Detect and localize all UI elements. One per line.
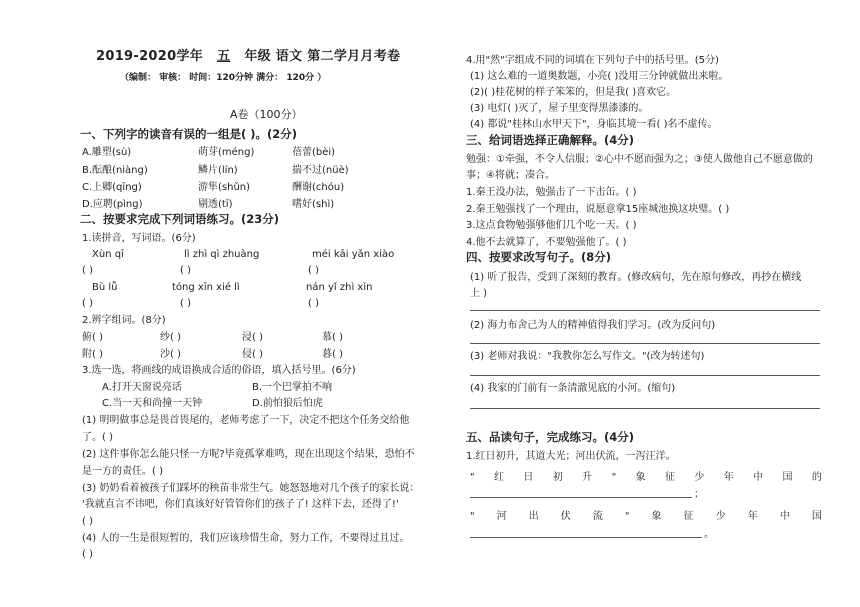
ran-sentence: (3) 电灯( )灭了，屋子里变得黑漆漆的。: [470, 103, 649, 114]
spread-char: 流: [592, 511, 603, 522]
spread-char: 河: [496, 511, 507, 522]
pinyin: nán yǐ zhì xìn: [306, 282, 373, 293]
s1-option: 游隼(shǔn): [198, 182, 251, 193]
section-1-heading: 一、下列字的读音有误的一组是( )。(2分): [80, 127, 298, 141]
spread-line-1: [470, 471, 822, 484]
spread-char: 象: [651, 511, 662, 522]
answer-line[interactable]: [470, 497, 692, 498]
passage-line: ( ): [82, 516, 93, 527]
spread-char: 的: [811, 472, 822, 483]
answer-blank[interactable]: ( ): [82, 265, 93, 276]
line-end-mark: 。: [704, 529, 714, 540]
rewrite-task: (2) 海力布舍己为人的精神值得我们学习。(改为反问句): [470, 320, 716, 331]
s1-option: 酬谢(chóu): [292, 182, 345, 193]
line-end-mark: ；: [694, 489, 704, 500]
definition-line: 勉强：①牵强，不令人信服；②心中不愿而强为之；③使人做他自己不愿意做的: [466, 154, 813, 165]
spread-char: ": [470, 511, 475, 522]
section-4-heading: 四、按要求改写句子。(8分): [466, 250, 612, 264]
definition-question: 1.秦王没办法，勉强击了一下击缶。( ): [466, 187, 637, 198]
title-year: 2019-2020学年: [96, 49, 204, 64]
s2-q4: 4.用"然"字组成不同的词填在下列句子中的括号里。(5分): [466, 55, 719, 66]
passage-line: 了。( ): [82, 432, 113, 443]
answer-blank[interactable]: ( ): [308, 265, 319, 276]
pinyin: Xùn qī: [92, 249, 124, 260]
s5-q1: 1.红日初升，其道大光；河出伏流，一泻汪洋。: [466, 451, 676, 462]
s1-option: 鳞片(lín): [198, 165, 238, 176]
s1-option: 萌芽(méng): [198, 147, 255, 158]
bian-item: 浸( ): [242, 332, 263, 343]
answer-line[interactable]: [470, 375, 820, 376]
answer-line[interactable]: [470, 408, 820, 409]
s1-option: A.雕塑(sù): [82, 147, 132, 158]
spread-char: ": [611, 472, 617, 483]
bian-item: 侵( ): [242, 349, 263, 360]
spread-char: 年: [723, 472, 734, 483]
exam-title: [96, 50, 400, 63]
s1-option: 嗜好(shì): [292, 199, 335, 210]
definition-line: 事；④将就；凑合。: [466, 170, 555, 181]
s2-q3: 3.选一选，将画线的成语换成合适的俗语，填入括号里。(6分): [82, 365, 356, 376]
answer-line[interactable]: [470, 310, 820, 311]
answer-blank[interactable]: ( ): [180, 298, 191, 309]
volume-label: A卷（100分）: [230, 108, 303, 121]
spread-char: 国: [782, 472, 793, 483]
rewrite-task: (3) 老师对我说："我教你怎么写作文。"(改为转述句): [470, 351, 705, 362]
spread-char: 少: [715, 511, 726, 522]
passage-line: (1) 明明做事总是畏首畏尾的，老师考虑了一下，决定不把这个任务交给他: [82, 415, 410, 426]
bian-item: 慕( ): [322, 332, 343, 343]
bian-item: 暮( ): [322, 349, 343, 360]
bian-item: 附( ): [82, 349, 103, 360]
s1-option: B.酝酿(niàng): [82, 165, 148, 176]
pinyin: Bù lǚ: [92, 282, 118, 293]
rewrite-task: (1) 听了报告，受到了深刻的教育。(修改病句，先在原句修改，再抄在横线: [470, 272, 802, 283]
spread-line-2: [470, 510, 822, 523]
answer-line[interactable]: [470, 537, 702, 538]
pinyin: lì zhì qì zhuàng: [184, 249, 260, 260]
s1-option: 蓓蕾(bèi): [292, 147, 336, 158]
section-3-heading: 三、给词语选择正确解释。(4分): [466, 133, 635, 147]
ran-sentence: (1) 这么难的一道奥数题，小亮( )没用三分钟就做出来啦。: [470, 71, 729, 82]
s1-option: D.应聘(pìng): [82, 199, 143, 210]
answer-blank[interactable]: ( ): [308, 298, 319, 309]
spread-char: 中: [779, 511, 790, 522]
spread-char: 升: [582, 472, 593, 483]
answer-blank[interactable]: ( ): [180, 265, 191, 276]
spread-char: 少: [694, 472, 705, 483]
passage-line: ( ): [82, 549, 93, 560]
spread-char: 出: [528, 511, 539, 522]
ran-sentence: (2)( )桂花树的样子笨笨的，但是我( )喜欢它。: [470, 87, 677, 98]
passage-line: (3) 奶奶看着被孩子们踩坏的秧苗非常生气。她怒怒地对几个孩子的家长说：: [82, 483, 420, 494]
answer-line[interactable]: [470, 343, 820, 344]
spread-char: ": [624, 511, 630, 522]
idiom-option: D.前怕狼后怕虎: [252, 398, 323, 409]
spread-char: 中: [753, 472, 764, 483]
s1-option: C.上卿(qīng): [82, 182, 142, 193]
definition-question: 2.秦王勉强找了一个理由，说愿意拿15座城池换这块璧。( ): [466, 204, 730, 215]
definition-question: 4.他不去就算了，不要勉强他了。( ): [466, 237, 627, 248]
spread-char: ": [470, 472, 475, 483]
spread-char: 初: [552, 472, 563, 483]
passage-line: 是一方的责任。( ): [82, 466, 163, 477]
s1-option: 揣不过(nüè): [292, 165, 349, 176]
spread-char: 伏: [560, 511, 571, 522]
s2-q1: 1.读拼音，写词语。(6分): [82, 233, 196, 244]
spread-char: 国: [811, 511, 822, 522]
exam-subtitle: （编制： 审核： 时间：120分钟 满分： 120分 ）: [120, 73, 327, 83]
title-grade: 五: [217, 49, 231, 64]
idiom-option: A.打开天窗说亮话: [102, 382, 182, 393]
spread-char: 日: [523, 472, 534, 483]
pinyin: tóng xīn xié lì: [172, 282, 240, 293]
spread-char: 红: [494, 472, 504, 483]
title-rest: 年级 语文 第二学月月考卷: [244, 49, 401, 64]
pinyin: méi kāi yǎn xiào: [312, 249, 395, 260]
definition-question: 3.这点食物勉强够他们几个吃一天。( ): [466, 220, 637, 231]
bian-item: 俯( ): [82, 332, 103, 343]
passage-line: (4) 人的一生是很短暂的，我们应该珍惜生命，努力工作，不要得过且过。: [82, 533, 410, 544]
section-5-heading: 五、品读句子，完成练习。(4分): [466, 430, 635, 444]
s2-q2: 2.辨字组词。(8分): [82, 315, 166, 326]
rewrite-task: (4) 我家的门前有一条清澈见底的小河。(缩句): [470, 383, 676, 394]
section-2-heading: 二、按要求完成下列词语练习。(23分): [80, 212, 280, 226]
passage-line: (2) 这件事你怎么能只怪一方呢?毕竟孤掌难鸣，现在出现这个结果，恐怕不: [82, 449, 415, 460]
ran-sentence: (4) 都说"桂林山水甲天下"，身临其境一看( )名不虚传。: [470, 119, 718, 130]
s1-option: 剔透(tī): [198, 199, 233, 210]
bian-item: 沙( ): [160, 349, 181, 360]
spread-char: 年: [747, 511, 758, 522]
bian-item: 纱( ): [160, 332, 181, 343]
rewrite-task: 上 ): [470, 288, 488, 299]
idiom-option: B.一个巴掌拍不响: [252, 382, 333, 393]
passage-line: '我就直言不讳吧，你们真该好好管管你们的孩子了! 这样下去，还得了!': [82, 499, 399, 510]
answer-blank[interactable]: ( ): [82, 298, 93, 309]
idiom-option: C.当一天和尚撞一天钟: [102, 398, 203, 409]
spread-char: 象: [635, 472, 646, 483]
spread-char: 征: [683, 511, 694, 522]
spread-char: 征: [664, 472, 675, 483]
